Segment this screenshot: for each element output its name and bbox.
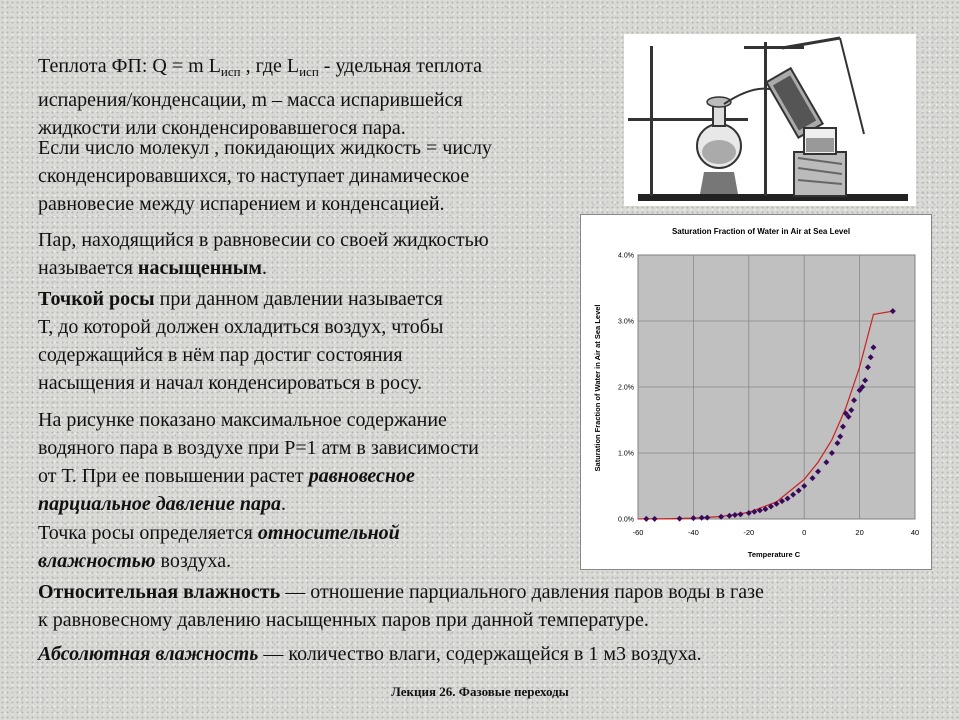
text-segment: содержащийся в нём пар достиг состояния [38,344,403,366]
x-tick-label: -20 [743,528,755,537]
bold-term: Относительная влажность [38,581,281,603]
text-segment: равновесие между испарением и конденсацией. [38,193,445,215]
x-tick-label: 0 [802,528,807,537]
equilibrium-paragraph [38,134,598,218]
text-segment: от Т. При ее повышении растет [38,465,309,487]
text-segment: при данном давлении называется [154,288,443,310]
text-segment: , где L [240,55,300,77]
text-segment: Пар, находящийся в равновесии со своей жидкостью [38,229,489,251]
text-segment: испарения/конденсации, m – масса испарившейся [38,89,463,111]
text-segment: насыщения и начал конденсироваться в росу. [38,372,423,394]
text-segment: Теплота ФП: Q = m L [38,55,221,77]
x-tick-label: -60 [632,528,644,537]
subscript: исп [299,64,319,79]
dew-point-paragraph [38,285,578,397]
text-segment: называется [38,257,138,279]
x-axis-label: Temperature C [747,550,801,559]
chart-title: Saturation Fraction of Water in Air at Sea Level [671,227,851,236]
bold-italic-term: влажностью [38,550,156,572]
y-tick-label: 4.0% [618,252,634,260]
text-segment: Т, до которой должен охладиться воздух, чтобы [38,316,444,338]
x-tick-label: 40 [910,528,920,537]
bold-italic-term: парциальное давление пара [38,493,281,515]
saturated-vapor-paragraph [38,226,598,282]
lecture-footer: Лекция 26. Фазовые переходы [391,684,569,699]
x-tick-label: -40 [687,528,699,537]
text-segment: сконденсировавшихся, то наступает динамическое [38,165,470,187]
x-tick-label: 20 [855,528,864,537]
text-segment: . [261,257,267,279]
bold-term: Точкой росы [38,288,155,310]
saturation-chart [580,214,932,570]
text-segment: . [280,493,286,515]
text-segment: водяного пара в воздухе при Р=1 атм в зависимости [38,437,479,459]
text-segment: — отношение парциального давления паров воды в газе [280,581,764,603]
text-segment: воздуха. [155,550,232,572]
relative-humidity-paragraph [38,578,938,634]
figure-description-paragraph [38,406,578,518]
latent-heat-paragraph [38,52,598,142]
y-tick-label: 1.0% [618,450,634,458]
y-axis-label: Saturation Fraction of Water in Air at Sea Level [593,304,602,472]
saturation-chart-svg [581,215,931,569]
subscript: исп [220,64,241,79]
y-tick-label: 2.0% [618,384,634,392]
bold-italic-term: Абсолютная влажность [38,643,259,665]
apparatus-drawing [624,34,916,206]
text-segment: — количество влаги, содержащейся в 1 м3 воздуха. [258,643,702,665]
text-segment: На рисунке показано максимальное содержание [38,409,447,431]
dew-point-humidity-paragraph [38,519,578,575]
absolute-humidity-paragraph [38,640,938,668]
text-segment: жидкости или сконденсировавшегося пара. [38,117,406,139]
bold-italic-term: относительной [257,522,400,544]
text-segment: - удельная теплота [318,55,483,77]
text-segment: к равновесному давлению насыщенных паров при данной температуре. [38,609,649,631]
y-tick-label: 0.0% [618,516,634,524]
bold-italic-term: равновесное [308,465,415,487]
distillation-apparatus-image [624,34,916,206]
y-tick-label: 3.0% [618,318,634,326]
text-segment: Если число молекул , покидающих жидкость = числу [38,137,492,159]
text-segment: Точка росы определяется [38,522,258,544]
bold-term: насыщенным [137,257,262,279]
